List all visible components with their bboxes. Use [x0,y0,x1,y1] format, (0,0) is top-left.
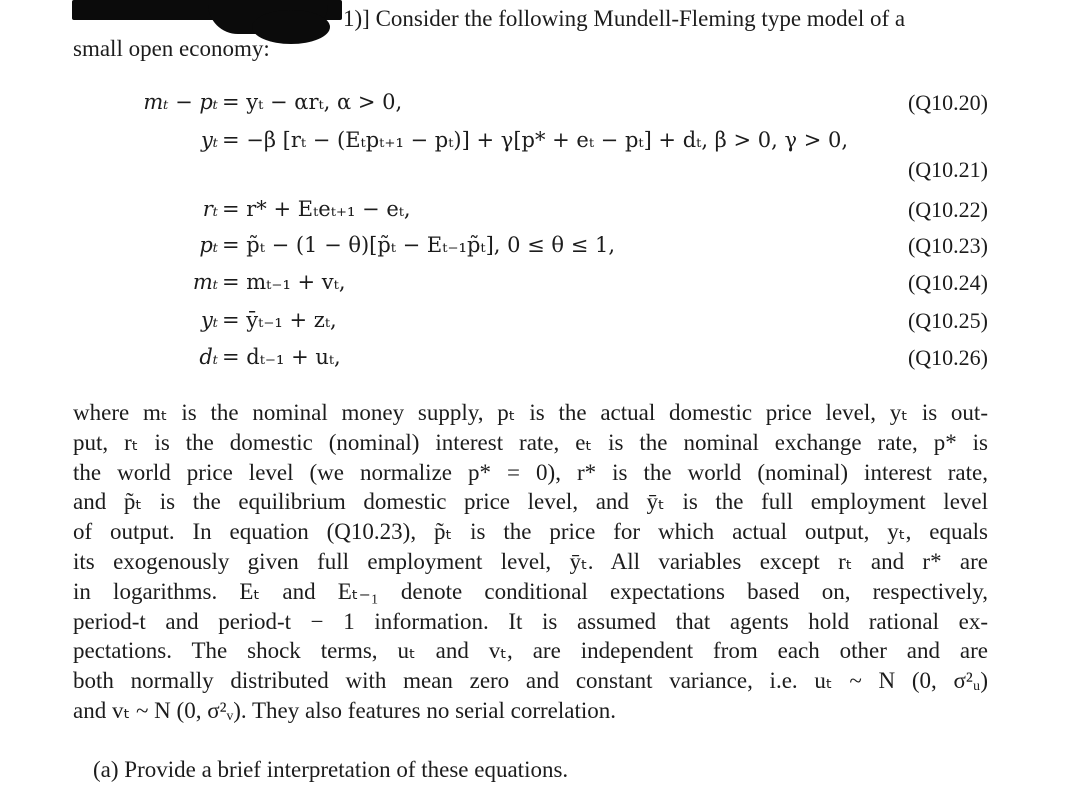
equation-number: (Q10.24) [907,270,988,295]
equation-rhs: = p̃ₜ − (1 − θ)[p̃ₜ − Eₜ₋₁p̃ₜ], 0 ≤ θ ≤ 1, [222,233,616,257]
equation-row [0,233,1080,265]
paragraph-line: its exogenously given full employment level, ȳₜ. All variables except rₜ and r* are [73,548,988,574]
equation-row [0,308,1080,340]
equation-row [0,90,1080,122]
equation-lhs: mₜ [192,270,218,294]
definitions-paragraph [73,398,988,726]
equation-lhs: mₜ − pₜ [143,90,218,114]
paragraph-line: the world price level (we normalize p* = 0), r* is the world (nominal) interest rate, [73,459,988,485]
equation-lhs: rₜ [202,197,218,221]
equation-number: (Q10.26) [907,345,988,370]
equation-lhs: yₜ [200,128,218,152]
paragraph-line: put, rₜ is the domestic (nominal) interest rate, eₜ is the nominal exchange rate, p* is [73,429,988,455]
question-a: (a) Provide a brief interpretation of these equations. [93,757,569,782]
equation-rhs: = r* + Eₜeₜ₊₁ − eₜ, [222,197,411,221]
intro-line: 1)] Consider the following Mundell-Fleming type model of a [343,6,906,31]
paragraph-line: and vₜ ~ N (0, σ²ᵥ). They also features no serial correlation. [73,697,617,723]
paragraph-line: and p̃ₜ is the equilibrium domestic price level, and ȳₜ is the full employment level [73,489,988,515]
equation-number: (Q10.23) [907,233,988,258]
equation-rhs: = yₜ − αrₜ, α > 0, [222,90,403,114]
equation-row [0,197,1080,229]
paragraph-line: both normally distributed with mean zero and constant variance, i.e. uₜ ~ N (0, σ²ᵤ) [73,668,988,694]
equation-lhs: pₜ [199,233,218,257]
paragraph-line: pectations. The shock terms, uₜ and vₜ, are independent from each other and are [73,638,988,664]
intro-line: small open economy: [73,36,270,61]
equation-rhs: = −β [rₜ − (Eₜpₜ₊₁ − pₜ)] + γ[p* + eₜ − pₜ] + dₜ, β > 0, γ > 0, [222,128,849,152]
paragraph-line: period-t and period-t − 1 information. It is assumed that agents hold rational ex- [73,608,988,634]
paragraph-line: of output. In equation (Q10.23), p̃ₜ is the price for which actual output, yₜ, equals [73,519,988,545]
paragraph-line: in logarithms. Eₜ and Eₜ₋₁ denote conditional expectations based on, respectively, [73,578,988,604]
equation-lhs: yₜ [200,308,218,332]
equation-rhs: = mₜ₋₁ + vₜ, [222,270,346,294]
equation-number: (Q10.20) [907,90,988,115]
equation-row [0,345,1080,377]
equation-number: (Q10.21) [907,157,988,182]
equation-number: (Q10.22) [907,197,988,222]
equation-row [0,128,1080,160]
equation-rhs: = ȳₜ₋₁ + zₜ, [222,308,337,332]
equation-row [0,270,1080,302]
equation-number: (Q10.25) [907,308,988,333]
equation-rhs: = dₜ₋₁ + uₜ, [222,345,341,369]
paragraph-line: where mₜ is the nominal money supply, pₜ is the actual domestic price level, yₜ is out- [73,400,988,425]
equation-row [0,157,1080,189]
equation-lhs: dₜ [199,345,218,369]
intro-text [73,4,988,64]
